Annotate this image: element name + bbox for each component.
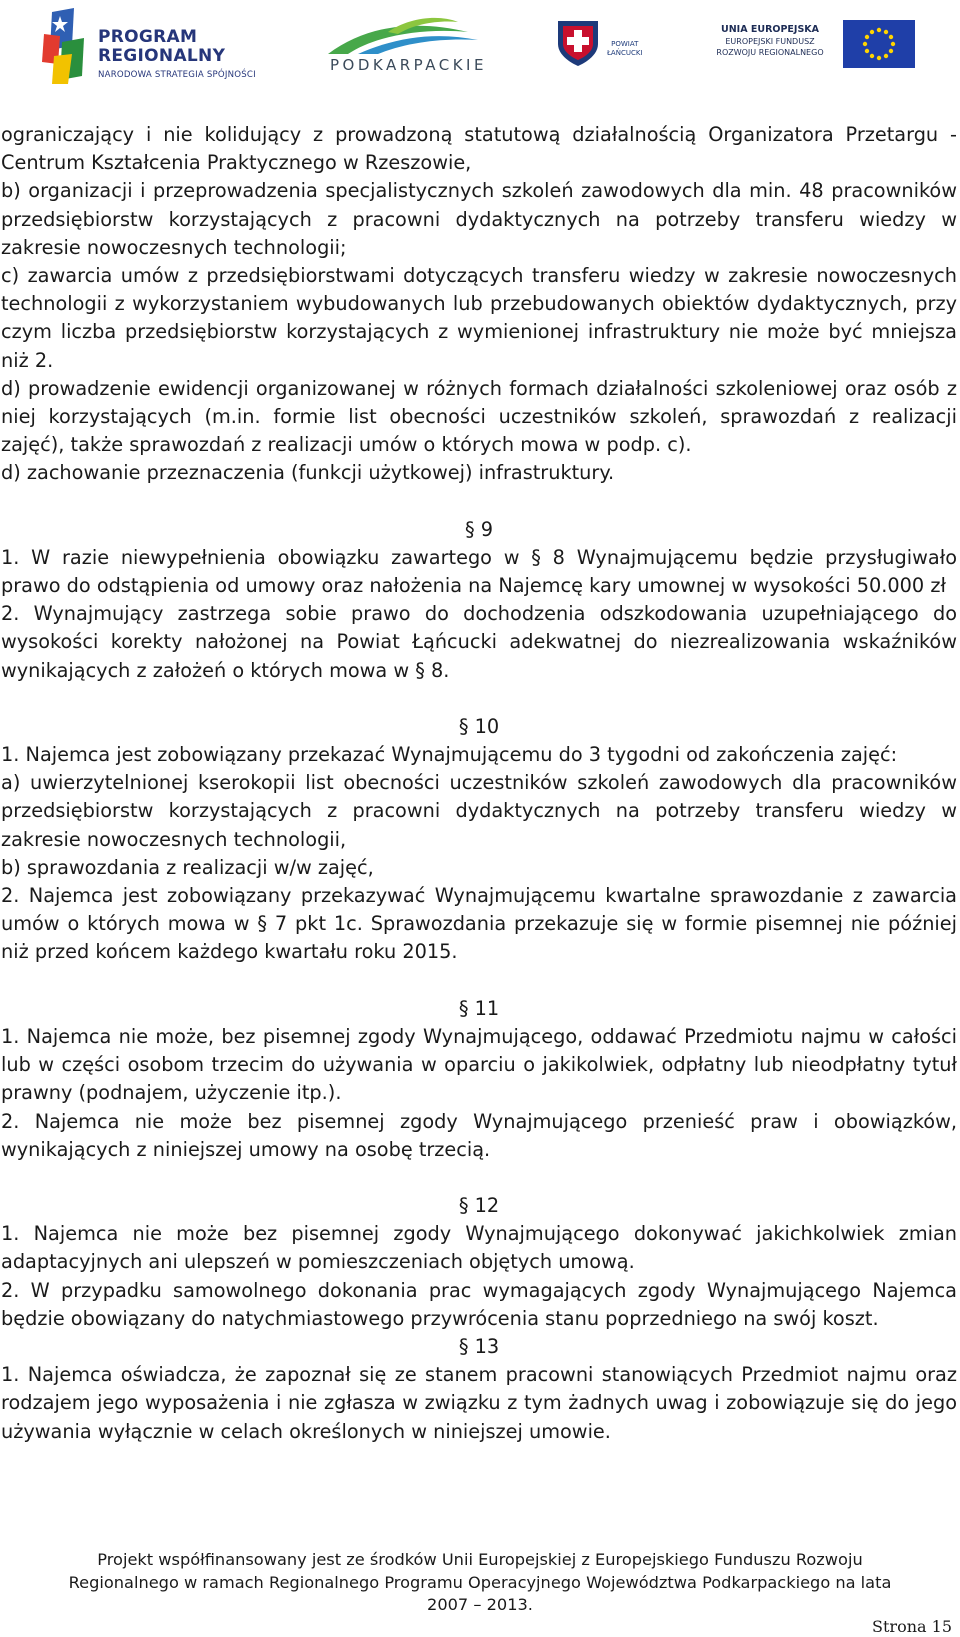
program-subtitle: NARODOWA STRATEGIA SPÓJNOŚCI (98, 70, 256, 80)
paragraph: 1. Najemca jest zobowiązany przekazać Wynajmującemu do 3 tygodni od zakończenia zajęć: (1, 743, 898, 767)
paragraph: d) zachowanie przeznaczenia (funkcji użytkowej) infrastruktury. (1, 461, 615, 485)
section-heading: § 11 (458, 996, 500, 1020)
page-number: Strona 15 (872, 1617, 952, 1636)
paragraph: b) sprawozdania z realizacji w/w zajęć, (1, 855, 374, 879)
section-heading: § 12 (458, 1193, 500, 1217)
paragraph: 2. W przypadku samowolnego dokonania prac wymagających zgody Wynajmującego Najemca będzie obowiązany do natychmiastowego przywrócenia stanu poprzedniego na swój koszt. (1, 1278, 957, 1330)
ue-label-line1: UNIA EUROPEJSKA (721, 24, 819, 35)
program-title-line2: REGIONALNY (98, 46, 226, 66)
powiat-coat-of-arms-icon (555, 18, 601, 68)
page-footer (0, 1549, 960, 1617)
ue-label-line3: ROZWOJU REGIONALNEGO (716, 48, 824, 57)
paragraph: a) uwierzytelnionej kserokopii list obecności uczestników szkoleń zawodowych dla pracowników przedsiębiorstw korzystających z pracowni dydaktycznych na potrzeby transferu wiedzy w zakresie nowoczesnych technologii, (1, 771, 957, 851)
paragraph: ograniczający i nie kolidujący z prowadzoną statutową działalnością Organizatora Przetargu - Centrum Kształcenia Praktycznego w Rzeszowie, (1, 123, 957, 175)
paragraph: 2. Najemca jest zobowiązany przekazywać Wynajmującemu kwartalne sprawozdanie z zawarcia umów o których mowa w § 7 pkt 1c. Sprawozdania przekazuje się w formie pisemnej nie później niż przed końcem każdego kwartału roku 2015. (1, 884, 957, 964)
powiat-label-line2: ŁAŃCUCKI (607, 49, 643, 57)
unia-europejska-logo (705, 20, 915, 80)
eu-flag-icon (843, 20, 915, 68)
page-header (0, 0, 960, 100)
program-regionalny-emblem-icon (38, 6, 94, 86)
paragraph: b) organizacji i przeprowadzenia specjalistycznych szkoleń zawodowych dla min. 48 pracowników przedsiębiorstw korzystających z pracowni dydaktycznych na potrzeby transferu wiedzy w zakresie nowoczesnych technologii; (1, 179, 957, 259)
paragraph: 2. Wynajmujący zastrzega sobie prawo do dochodzenia odszkodowania uzupełniającego do wysokości korekty nałożonej na Powiat Łąńcucki adekwatnej do niezrealizowania wskaźników wynikających z założeń o których mowa w § 8. (1, 602, 957, 682)
podkarpackie-name: PODKARPACKIE (330, 56, 487, 74)
section-heading: § 9 (464, 517, 494, 541)
paragraph: 1. Najemca nie może, bez pisemnej zgody Wynajmującego, oddawać Przedmiotu najmu w całości lub w części osobom trzecim do używania w oparciu o jakikolwiek, odpłatny lub nieodpłatny tytuł prawny (podnajem, użyczenie itp.). (1, 1024, 957, 1105)
paragraph: 2. Najemca nie może bez pisemnej zgody Wynajmującego przenieść praw i obowiązków, wynikających z niniejszej umowy na osobę trzecią. (1, 1109, 957, 1161)
paragraph: 1. Najemca oświadcza, że zapoznał się ze stanem pracowni stanowiących Przedmiot najmu oraz rodzajem jego wyposażenia i nie zgłasza w związku z tym żadnych uwag i zobowiązuje się do jego używania wyłącznie w celach określonych w niniejszej umowie. (1, 1363, 957, 1443)
paragraph: 1. Najemca nie może bez pisemnej zgody Wynajmującego dokonywać jakichkolwiek zmian adaptacyjnych ani ulepszeń w pomieszczeniach objętych umową. (1, 1222, 957, 1274)
program-regionalny-logo (38, 6, 278, 86)
paragraph: c) zawarcia umów z przedsiębiorstwami dotyczących transferu wiedzy w zakresie nowoczesnych technologii z wykorzystaniem wybudowanych lub przebudowanych obiektów dydaktycznych, przy czym liczba przedsiębiorstw korzystających z wymienionej infrastruktury nie może być mniejsza niż 2. (1, 264, 957, 372)
footer-line: 2007 – 2013. (427, 1595, 533, 1614)
program-title-line1: PROGRAM (98, 27, 198, 47)
section-heading: § 13 (458, 1334, 500, 1358)
section-heading: § 10 (458, 714, 500, 738)
powiat-label-line1: POWIAT (611, 40, 639, 48)
podkarpackie-logo (318, 14, 488, 74)
document-body (1, 121, 957, 1446)
ue-label-line2: EUROPEJSKI FUNDUSZ (725, 37, 815, 46)
paragraph: 1. W razie niewypełnienia obowiązku zawartego w § 8 Wynajmującemu będzie przysługiwało prawo do odstąpienia od umowy oraz nałożenia na Najemcę kary umownej w wysokości 50.000 zł (1, 545, 957, 598)
paragraph: d) prowadzenie ewidencji organizowanej w różnych formach działalności szkoleniowej oraz osób z niej korzystających (m.in. formie list obecności uczestników szkoleń, sprawozdań z realizacji zajęć), także sprawozdań z realizacji umów o których mowa w podp. c). (1, 376, 957, 457)
footer-line: Projekt współfinansowany jest ze środków Unii Europejskiej z Europejskiego Funduszu Rozwoju (97, 1550, 863, 1569)
footer-line: Regionalnego w ramach Regionalnego Programu Operacyjnego Województwa Podkarpackiego na lata (68, 1572, 892, 1592)
podkarpackie-swoosh-icon (318, 14, 488, 56)
powiat-lancucki-logo (555, 18, 665, 78)
